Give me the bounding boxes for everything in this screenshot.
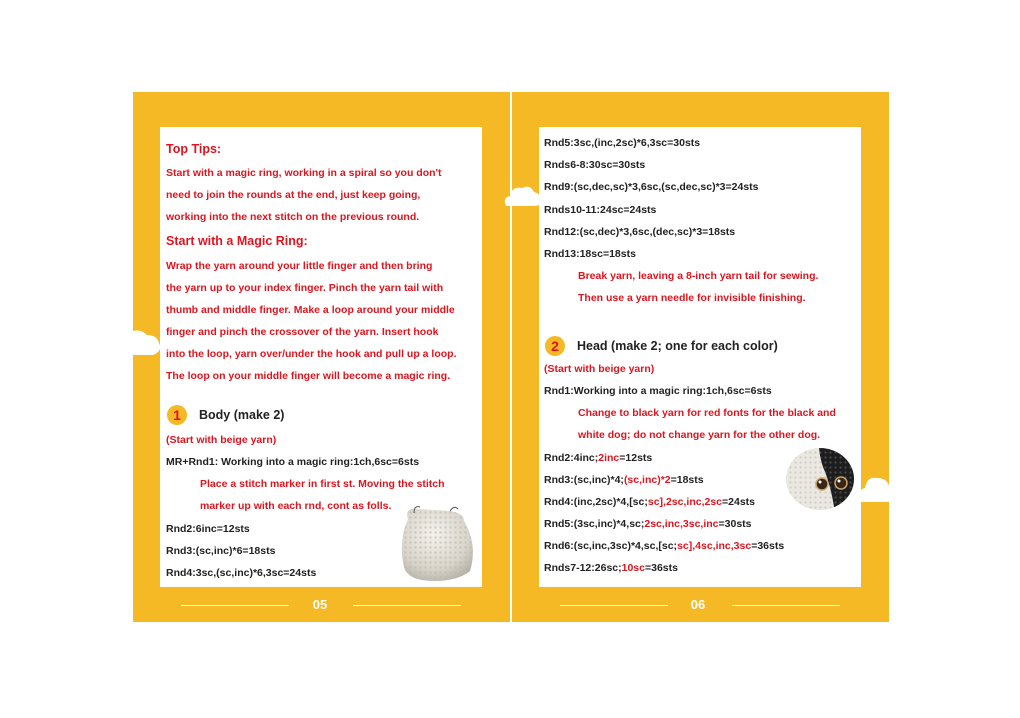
page-number: 06 bbox=[690, 597, 706, 612]
color-change-line: white dog; do not change yarn for the other dog. bbox=[578, 429, 821, 441]
magic-ring-line: into the loop, yarn over/under the hook and pull up a loop. bbox=[166, 348, 457, 360]
round-line: Rnd13:18sc=18sts bbox=[544, 248, 636, 260]
head-round-4: Rnd4:(inc,2sc)*4,[sc;sc],2sc,inc,2sc=24sts bbox=[544, 496, 756, 508]
left-content-card bbox=[160, 127, 482, 587]
page-number: 05 bbox=[312, 597, 328, 612]
break-yarn-line: Then use a yarn needle for invisible finishing. bbox=[578, 292, 806, 304]
marker-instruction-line: marker up with each rnd, cont as folls. bbox=[200, 500, 392, 512]
magic-ring-line: thumb and middle finger. Make a loop around your middle bbox=[166, 304, 455, 316]
head-round-6: Rnd6:(sc,inc,3sc)*4,sc,[sc;sc],4sc,inc,3sc=36sts bbox=[544, 540, 785, 552]
footer-rule-left bbox=[560, 605, 668, 606]
head-color-note: (Start with beige yarn) bbox=[544, 363, 655, 375]
top-tips-line: Start with a magic ring, working in a spiral so you don't bbox=[166, 167, 442, 179]
marker-instruction-line: Place a stitch marker in first st. Moving the stitch bbox=[200, 478, 445, 490]
head-round-2: Rnd2:4inc;2inc=12sts bbox=[544, 452, 653, 464]
round-line: Rnd5:3sc,(inc,2sc)*6,3sc=30sts bbox=[544, 137, 701, 149]
body-section-badge: 1 bbox=[167, 405, 187, 425]
cloud-decoration-right-bottom bbox=[857, 472, 889, 506]
right-content-card bbox=[539, 127, 861, 587]
round-line: Rnds6-8:30sc=30sts bbox=[544, 159, 646, 171]
crochet-head-illustration bbox=[783, 445, 857, 513]
top-tips-title: Top Tips: bbox=[166, 142, 222, 156]
footer-rule-left bbox=[181, 605, 289, 606]
left-page bbox=[133, 92, 510, 622]
head-round-1: Rnd1:Working into a magic ring:1ch,6sc=6sts bbox=[544, 385, 772, 397]
magic-ring-title: Start with a Magic Ring: bbox=[166, 234, 308, 248]
body-color-note: (Start with beige yarn) bbox=[166, 434, 277, 446]
body-section-title: Body (make 2) bbox=[199, 408, 285, 422]
magic-ring-line: The loop on your middle finger will become a magic ring. bbox=[166, 370, 451, 382]
right-page bbox=[512, 92, 889, 622]
cloud-decoration-right-top bbox=[502, 184, 542, 210]
round-line: Rnd9:(sc,dec,sc)*3,6sc,(sc,dec,sc)*3=24sts bbox=[544, 181, 759, 193]
head-round-5: Rnd5:(3sc,inc)*4,sc;2sc,inc,3sc,inc=30sts bbox=[544, 518, 752, 530]
cloud-decoration-left bbox=[133, 325, 163, 361]
round-line: Rnd3:(sc,inc)*6=18sts bbox=[166, 545, 276, 557]
round-line: Rnd2:6inc=12sts bbox=[166, 523, 250, 535]
top-tips-line: working into the next stitch on the previous round. bbox=[166, 211, 420, 223]
head-section-badge: 2 bbox=[545, 336, 565, 356]
head-section-title: Head (make 2; one for each color) bbox=[577, 339, 778, 353]
round-line: Rnd4:3sc,(sc,inc)*6,3sc=24sts bbox=[166, 567, 317, 579]
break-yarn-line: Break yarn, leaving a 8-inch yarn tail for sewing. bbox=[578, 270, 819, 282]
crochet-body-illustration bbox=[398, 505, 478, 583]
booklet-spread bbox=[133, 92, 889, 622]
footer-rule-right bbox=[732, 605, 840, 606]
magic-ring-line: the yarn up to your index finger. Pinch the yarn tail with bbox=[166, 282, 444, 294]
magic-ring-line: Wrap the yarn around your little finger and then bring bbox=[166, 260, 433, 272]
top-tips-line: need to join the rounds at the end, just keep going, bbox=[166, 189, 421, 201]
color-change-line: Change to black yarn for red fonts for the black and bbox=[578, 407, 836, 419]
round-line: Rnds10-11:24sc=24sts bbox=[544, 204, 657, 216]
magic-ring-line: finger and pinch the crossover of the yarn. Insert hook bbox=[166, 326, 439, 338]
mr-round-line: MR+Rnd1: Working into a magic ring:1ch,6sc=6sts bbox=[166, 456, 420, 468]
footer-rule-right bbox=[353, 605, 461, 606]
head-round-3: Rnd3:(sc,inc)*4;(sc,inc)*2=18sts bbox=[544, 474, 704, 486]
head-round-7-12: Rnds7-12:26sc;10sc=36sts bbox=[544, 562, 678, 574]
round-line: Rnd12:(sc,dec)*3,6sc,(dec,sc)*3=18sts bbox=[544, 226, 736, 238]
